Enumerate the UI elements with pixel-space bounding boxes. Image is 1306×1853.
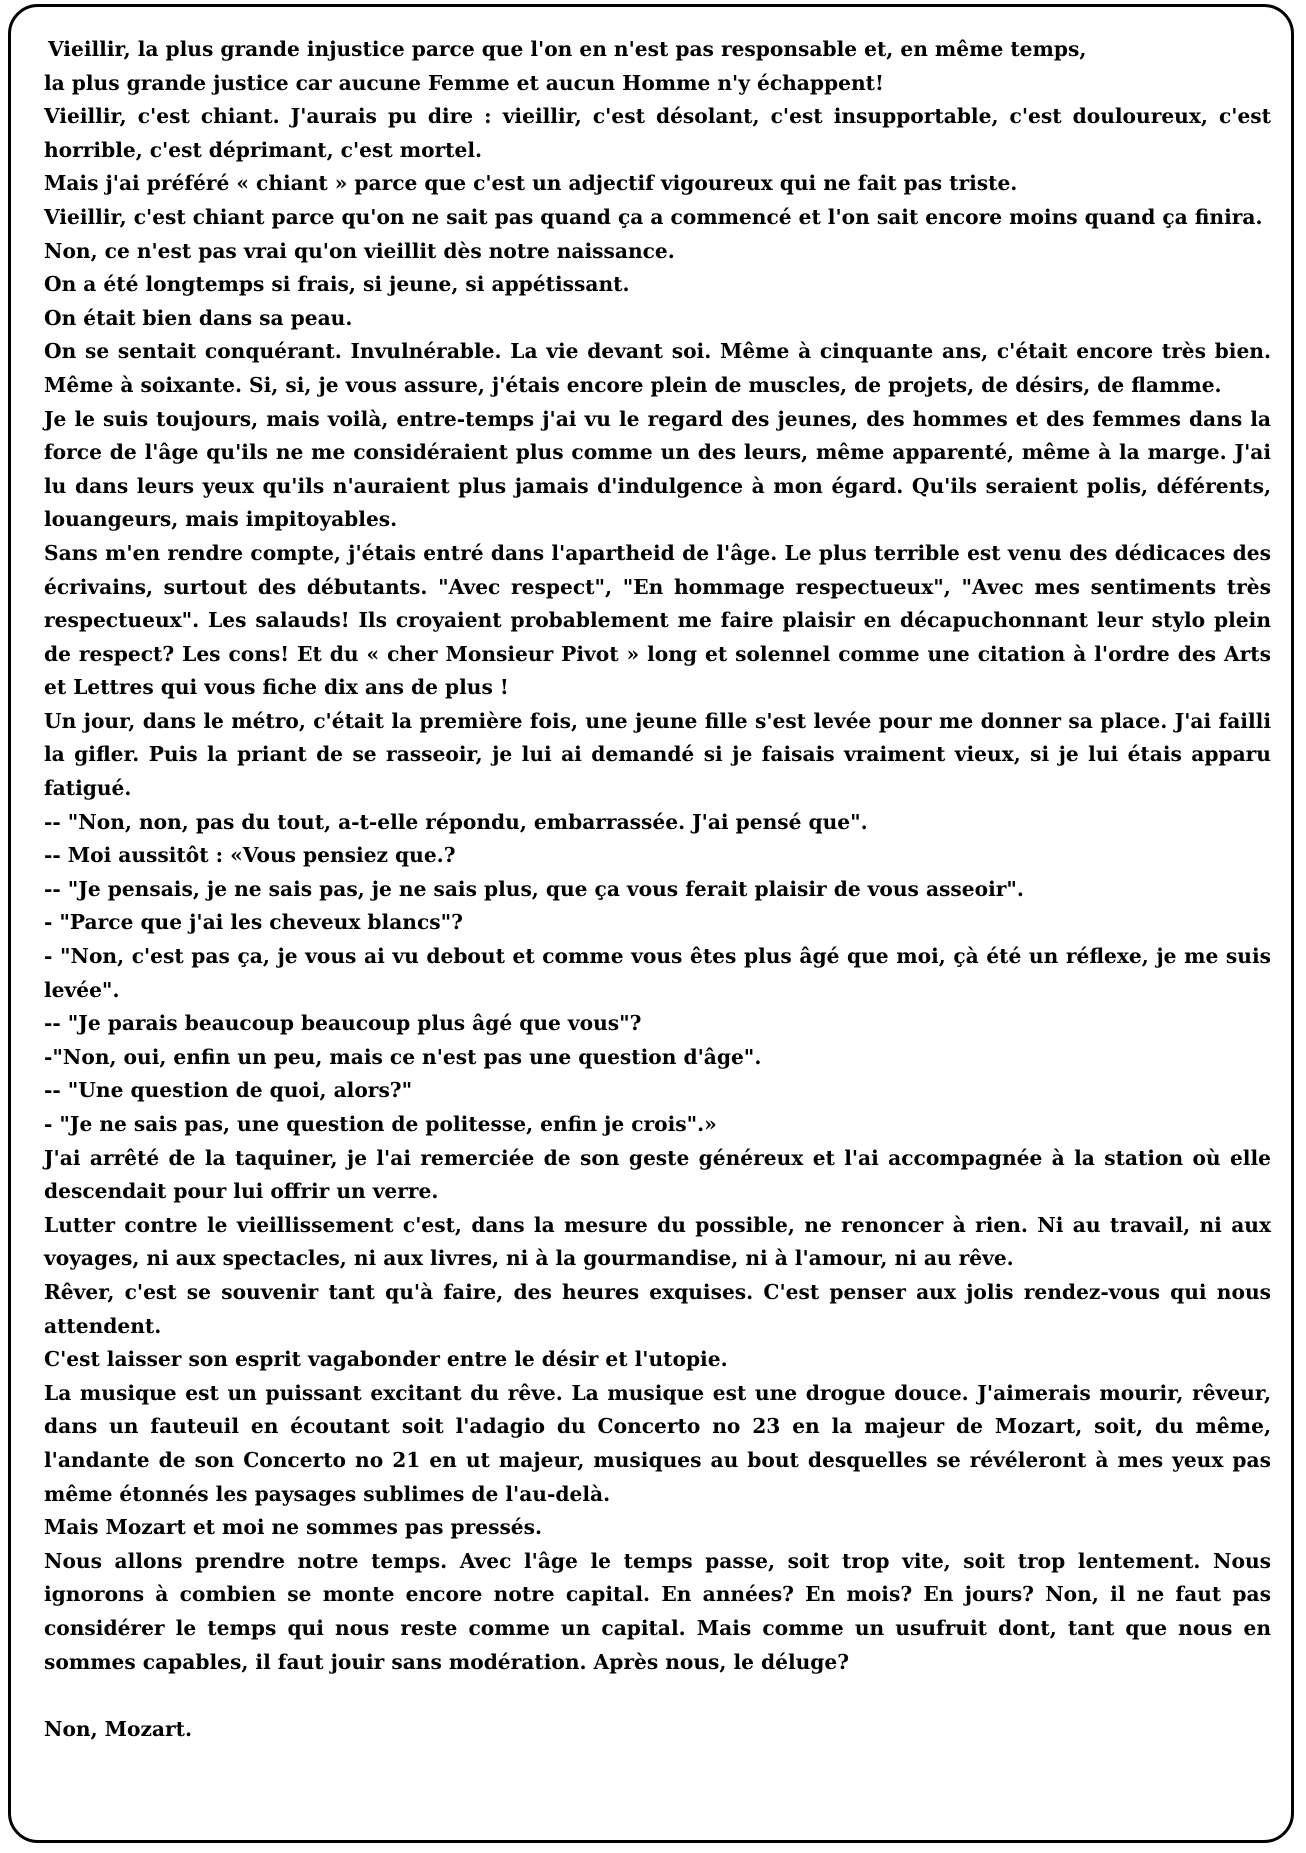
paragraph: Lutter contre le vieillissement c'est, dans la mesure du possible, ne renoncer à rien. Ni au travail, ni aux voyages, ni aux spectacles, ni aux livres, ni à la gourmandise, ni à l'amour, ni au rêve.: [44, 1212, 1271, 1271]
paragraph: Je le suis toujours, mais voilà, entre-temps j'ai vu le regard des jeunes, des hommes et des femmes dans la force de l'âge qu'ils ne me considéraient plus comme un des leurs, même apparenté, même à la marge. J'ai lu dans leurs yeux qu'ils n'auraient plus jamais d'indulgence à mon égard. Qu'ils seraient polis, déférents, louangeurs, mais impitoyables.: [44, 406, 1271, 532]
blank-line: [44, 1679, 1271, 1713]
dialogue-line: -- "Je parais beaucoup beaucoup plus âgé que vous"?: [44, 1011, 642, 1036]
paragraph: On a été longtemps si frais, si jeune, si appétissant.: [44, 272, 630, 297]
intro-line-1: Vieillir, la plus grande injustice parce que l'on en n'est pas responsable et, en même temps,: [48, 37, 1087, 61]
paragraph: Mais j'ai préféré « chiant » parce que c'est un adjectif vigoureux qui ne fait pas triste.: [44, 171, 1018, 196]
paragraph: Vieillir, c'est chiant. J'aurais pu dire : vieillir, c'est désolant, c'est insupportable, c'est douloureux, c'est horrible, c'est déprimant, c'est mortel.: [44, 104, 1271, 162]
paragraph: Sans m'en rendre compte, j'étais entré dans l'apartheid de l'âge. Le plus terrible est venu des dédicaces des écrivains, surtout des débutants. "Avec respect", "En hommage respectueux", "Avec mes sentiments très respectueux". Les salauds! Ils croyaient probablement me faire plaisir en décapuchonnant leur stylo plein de respect? Les cons! Et du « cher Monsieur Pivot » long et solennel comme une citation à l'ordre des Arts et Lettres qui vous fiche dix ans de plus !: [44, 540, 1271, 700]
paragraph: Non, ce n'est pas vrai qu'on vieillit dès notre naissance.: [44, 238, 675, 263]
paragraph: On se sentait conquérant. Invulnérable. La vie devant soi. Même à cinquante ans, c'était encore très bien. Même à soixante. Si, si, je vous assure, j'étais encore plein de muscles, de projets, de désirs, de flamme.: [44, 339, 1271, 397]
paragraph: Nous allons prendre notre temps. Avec l'âge le temps passe, soit trop vite, soit trop lentement. Nous ignorons à combien se monte encore notre capital. En années? En mois? En jours? Non, il ne faut pas considérer le temps qui nous reste comme un capital. Mais comme un usufruit dont, tant que nous en sommes capables, il faut jouir sans modération. Après nous, le déluge?: [44, 1548, 1271, 1674]
dialogue-line: -"Non, oui, enfin un peu, mais ce n'est pas une question d'âge".: [44, 1044, 762, 1069]
dialogue-line: - "Parce que j'ai les cheveux blancs"?: [44, 910, 463, 935]
paragraph: Un jour, dans le métro, c'était la première fois, une jeune fille s'est levée pour me donner sa place. J'ai failli la gifler. Puis la priant de se rasseoir, je lui ai demandé si je faisais vraiment vieux, si je lui étais apparu fatigué.: [44, 708, 1271, 801]
paragraph: La musique est un puissant excitant du rêve. La musique est une drogue douce. J'aimerais mourir, rêveur, dans un fauteuil en écoutant soit l'adagio du Concerto no 23 en la majeur de Mozart, soit, du même, l'andante de son Concerto no 21 en ut majeur, musiques au bout desquelles se révéleront à mes yeux pas même étonnés les paysages sublimes de l'au-delà.: [44, 1380, 1271, 1506]
intro-line-2: la plus grande justice car aucune Femme et aucun Homme n'y échappent!: [44, 70, 884, 95]
document-body: [44, 33, 1271, 1746]
paragraph: C'est laisser son esprit vagabonder entre le désir et l'utopie.: [44, 1347, 728, 1372]
dialogue-line: -- "Non, non, pas du tout, a-t-elle répondu, embarrassée. J'ai pensé que".: [44, 809, 868, 834]
paragraph: Vieillir, c'est chiant parce qu'on ne sait pas quand ça a commencé et l'on sait encore moins quand ça finira.: [44, 204, 1263, 229]
paragraph: Mais Mozart et moi ne sommes pas pressés.: [44, 1515, 543, 1540]
paragraph: On était bien dans sa peau.: [44, 305, 353, 330]
paragraph: J'ai arrêté de la taquiner, je l'ai remerciée de son geste généreux et l'ai accompagnée à la station où elle descendait pour lui offrir un verre.: [44, 1145, 1271, 1204]
dialogue-line: -- Moi aussitôt : «Vous pensiez que.?: [44, 843, 456, 868]
closing-line: Non, Mozart.: [44, 1716, 192, 1741]
dialogue-line: -- "Une question de quoi, alors?": [44, 1078, 413, 1103]
dialogue-line: - "Je ne sais pas, une question de politesse, enfin je crois".»: [44, 1112, 717, 1136]
dialogue-line: -- "Je pensais, je ne sais pas, je ne sais plus, que ça vous ferait plaisir de vous asseoir".: [44, 876, 1024, 901]
paragraph: Rêver, c'est se souvenir tant qu'à faire, des heures exquises. C'est penser aux jolis rendez-vous qui nous attendent.: [44, 1279, 1271, 1338]
dialogue-line: - "Non, c'est pas ça, je vous ai vu debout et comme vous êtes plus âgé que moi, çà été un réflexe, je me suis levée".: [44, 944, 1271, 1002]
